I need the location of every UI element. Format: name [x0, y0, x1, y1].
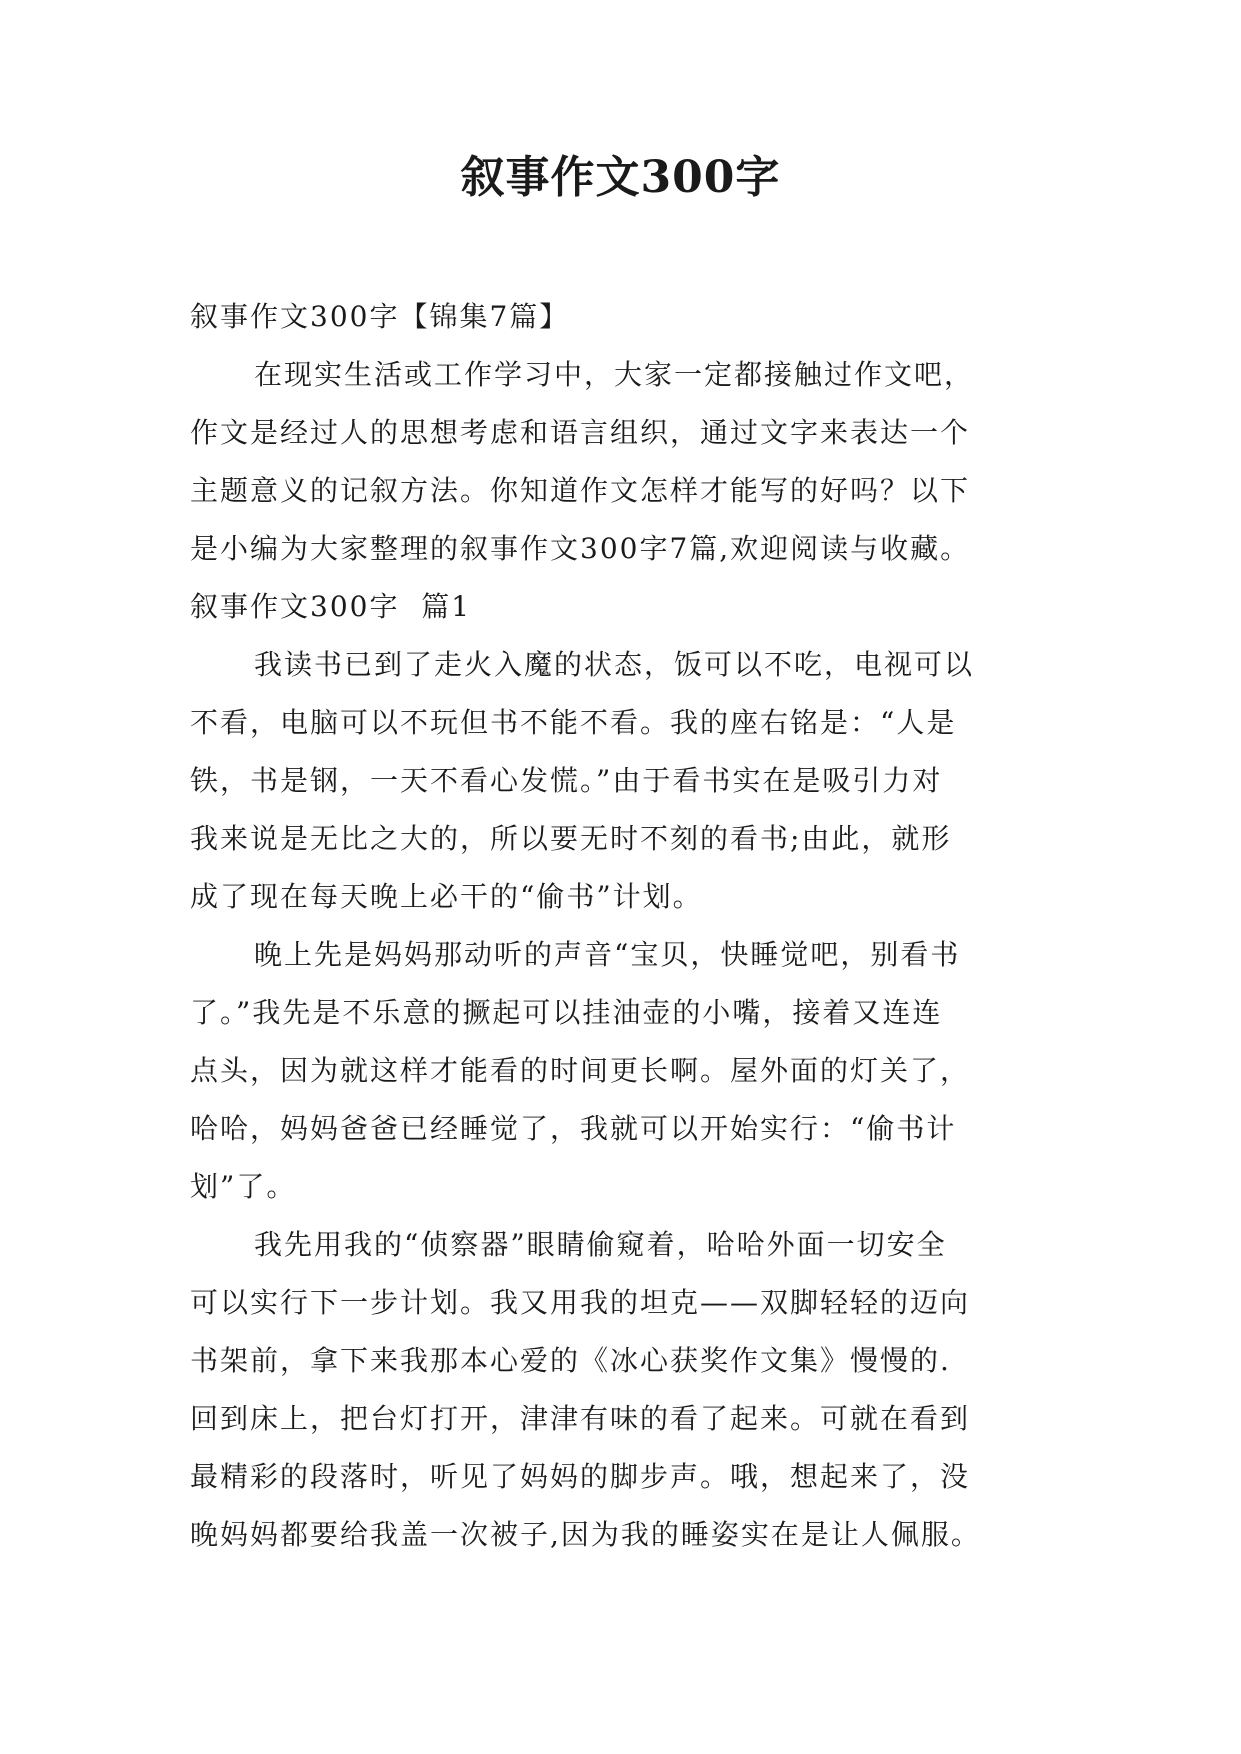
document-title: 叙事作文300字 [460, 152, 781, 203]
text-line: 我先用我的“侦察器”眼睛偷窥着，哈哈外面一切安全 [254, 1228, 947, 1261]
text-line: 主题意义的记叙方法。你知道作文怎样才能写的好吗？以下 [190, 474, 971, 507]
text-line: 铁，书是钢，一天不看心发慌。”由于看书实在是吸引力对 [190, 764, 943, 797]
document-body [190, 288, 1068, 1564]
text-line: 叙事作文300字【锦集7篇】 [190, 300, 570, 333]
text-line: 哈哈，妈妈爸爸已经睡觉了，我就可以开始实行：“偷书计 [190, 1112, 957, 1145]
text-line: 划”了。 [190, 1170, 297, 1203]
text-line: 点头，因为就这样才能看的时间更长啊。屋外面的灯关了， [190, 1054, 971, 1087]
text-line: 我读书已到了走火入魔的状态，饭可以不吃，电视可以 [254, 648, 975, 681]
text-line: 不看，电脑可以不玩但书不能不看。我的座右铭是：“人是 [190, 706, 957, 739]
section-heading: 叙事作文300字 篇1 [190, 590, 472, 623]
text-line: 我来说是无比之大的，所以要无时不刻的看书;由此，就形 [190, 822, 952, 855]
text-line: 了。”我先是不乐意的撅起可以挂油壶的小嘴，接着又连连 [190, 996, 943, 1029]
text-line: 作文是经过人的思想考虑和语言组织，通过文字来表达一个 [190, 416, 971, 449]
text-line: 最精彩的段落时，听见了妈妈的脚步声。哦，想起来了，没 [190, 1460, 971, 1493]
text-line: 晚上先是妈妈那动听的声音“宝贝，快睡觉吧，别看书 [254, 938, 961, 971]
text-line: 回到床上，把台灯打开，津津有味的看了起来。可就在看到 [190, 1402, 971, 1435]
text-line: 是小编为大家整理的叙事作文300字7篇,欢迎阅读与收藏。 [190, 532, 971, 565]
text-line: 在现实生活或工作学习中，大家一定都接触过作文吧， [254, 358, 975, 391]
text-line: 晚妈妈都要给我盖一次被子,因为我的睡姿实在是让人佩服。 [190, 1518, 981, 1551]
text-line: 成了现在每天晚上必干的“偷书”计划。 [190, 880, 703, 913]
text-line: 可以实行下一步计划。我又用我的坦克——双脚轻轻的迈向 [190, 1286, 971, 1319]
text-line: 书架前，拿下来我那本心爱的《冰心获奖作文集》慢慢的. [190, 1344, 951, 1377]
